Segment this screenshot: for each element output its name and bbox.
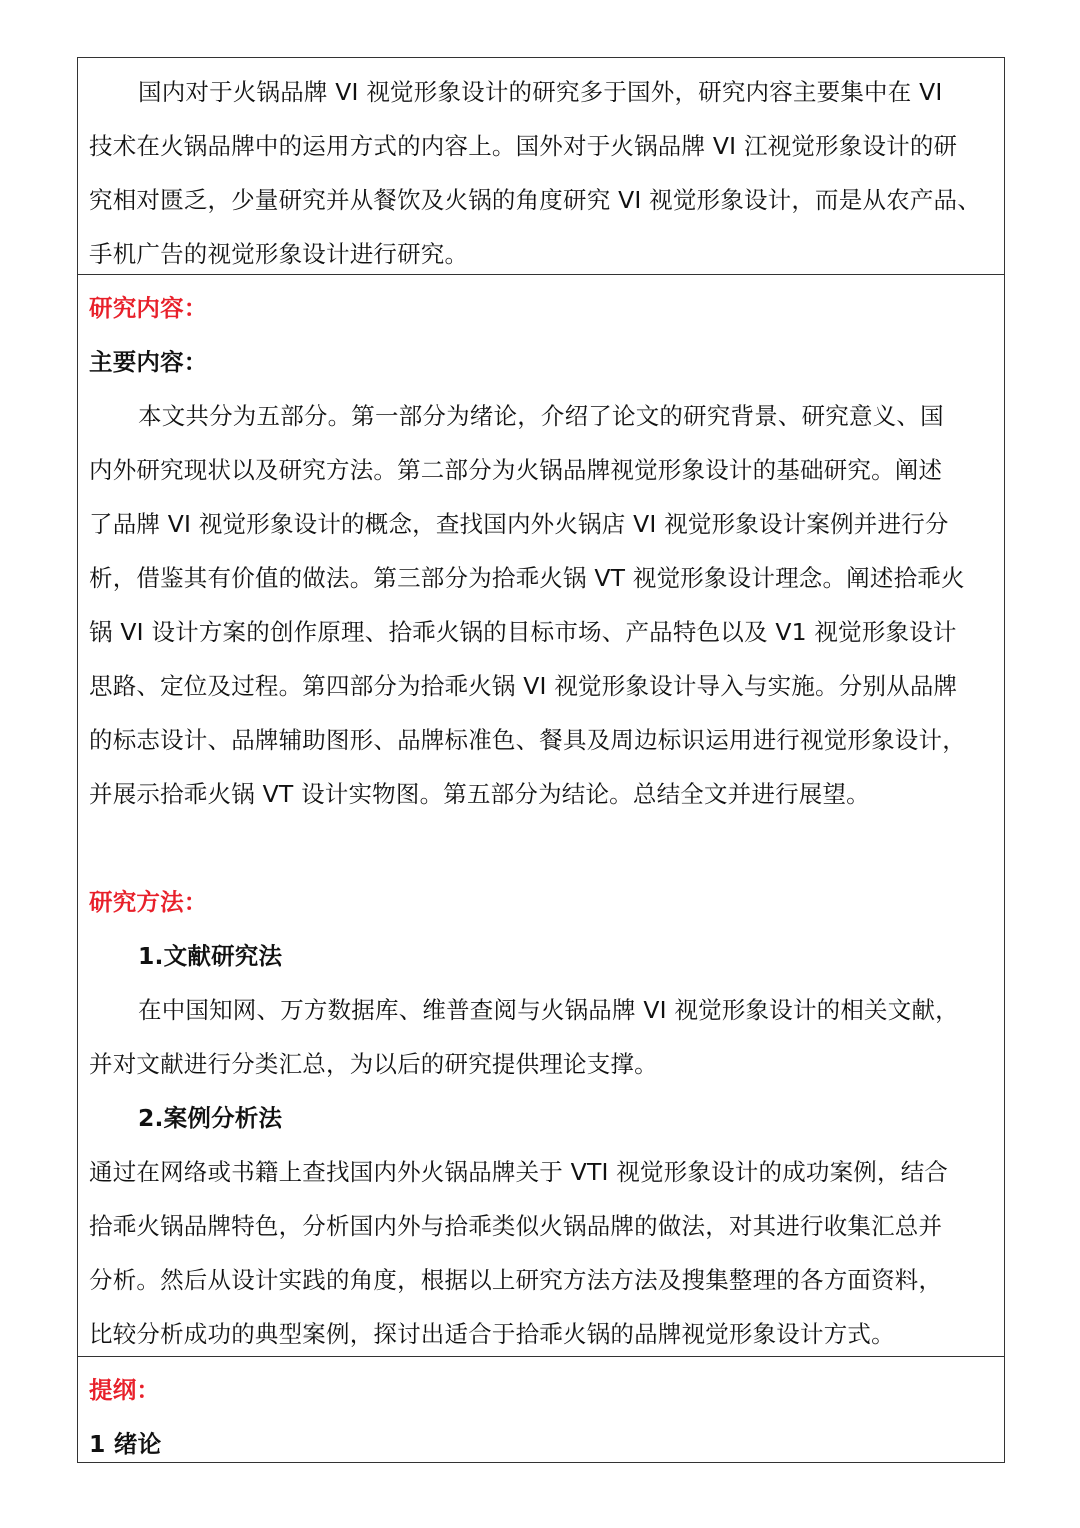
content-line-5: 锅 VI 设计方案的创作原理、拾乖火锅的目标市场、产品特色以及 V1 视觉形象设计 xyxy=(89,618,957,646)
method-1-title: 1.文献研究法 xyxy=(138,942,283,970)
method-2-line-4: 比较分析成功的典型案例，探讨出适合于拾乖火锅的品牌视觉形象设计方式。 xyxy=(89,1320,895,1348)
intro-line-3: 究相对匮乏，少量研究并从餐饮及火锅的角度研究 VI 视觉形象设计，而是从农产品、 xyxy=(89,186,981,214)
intro-line-2: 技术在火锅品牌中的运用方式的内容上。国外对于火锅品牌 VI 江视觉形象设计的研 xyxy=(89,132,958,160)
method-2-line-2: 拾乖火锅品牌特色，分析国内外与拾乖类似火锅品牌的做法，对其进行收集汇总并 xyxy=(89,1212,943,1240)
outline-heading: 提纲： xyxy=(89,1376,161,1404)
method-1-line-2: 并对文献进行分类汇总，为以后的研究提供理论支撑。 xyxy=(89,1050,658,1078)
method-1-line-1: 在中国知网、万方数据库、维普查阅与火锅品牌 VI 视觉形象设计的相关文献， xyxy=(138,996,959,1024)
content-line-1: 本文共分为五部分。第一部分为绪论，介绍了论文的研究背景、研究意义、国 xyxy=(138,402,944,430)
content-line-7: 的标志设计、品牌辅助图形、品牌标准色、餐具及周边标识运用进行视觉形象设计， xyxy=(89,726,966,754)
content-line-3: 了品牌 VI 视觉形象设计的概念，查找国内外火锅店 VI 视觉形象设计案例并进行分 xyxy=(89,510,949,538)
content-line-8: 并展示拾乖火锅 VT 设计实物图。第五部分为结论。总结全文并进行展望。 xyxy=(89,780,870,808)
content-line-2: 内外研究现状以及研究方法。第二部分为火锅品牌视觉形象设计的基础研究。阐述 xyxy=(89,456,943,484)
document-table xyxy=(77,57,1005,1463)
outline-item-1: 1 绪论 xyxy=(89,1430,162,1458)
research-methods-heading: 研究方法： xyxy=(89,888,208,916)
method-2-line-1: 通过在网络或书籍上查找国内外火锅品牌关于 VTI 视觉形象设计的成功案例，结合 xyxy=(89,1158,949,1186)
research-content-heading: 研究内容： xyxy=(89,294,208,322)
main-content-subheading: 主要内容： xyxy=(89,348,208,376)
content-section xyxy=(78,274,1004,1356)
content-line-6: 思路、定位及过程。第四部分为拾乖火锅 VI 视觉形象设计导入与实施。分别从品牌 xyxy=(89,672,958,700)
intro-section xyxy=(78,58,1004,274)
content-line-4: 析，借鉴其有价值的做法。第三部分为拾乖火锅 VT 视觉形象设计理念。阐述拾乖火 xyxy=(89,564,965,592)
method-2-title: 2.案例分析法 xyxy=(138,1104,283,1132)
intro-line-4: 手机广告的视觉形象设计进行研究。 xyxy=(89,240,469,268)
outline-section xyxy=(78,1356,1004,1462)
method-2-line-3: 分析。然后从设计实践的角度，根据以上研究方法方法及搜集整理的各方面资料， xyxy=(89,1266,943,1294)
intro-line-1: 国内对于火锅品牌 VI 视觉形象设计的研究多于国外，研究内容主要集中在 VI xyxy=(138,78,943,106)
